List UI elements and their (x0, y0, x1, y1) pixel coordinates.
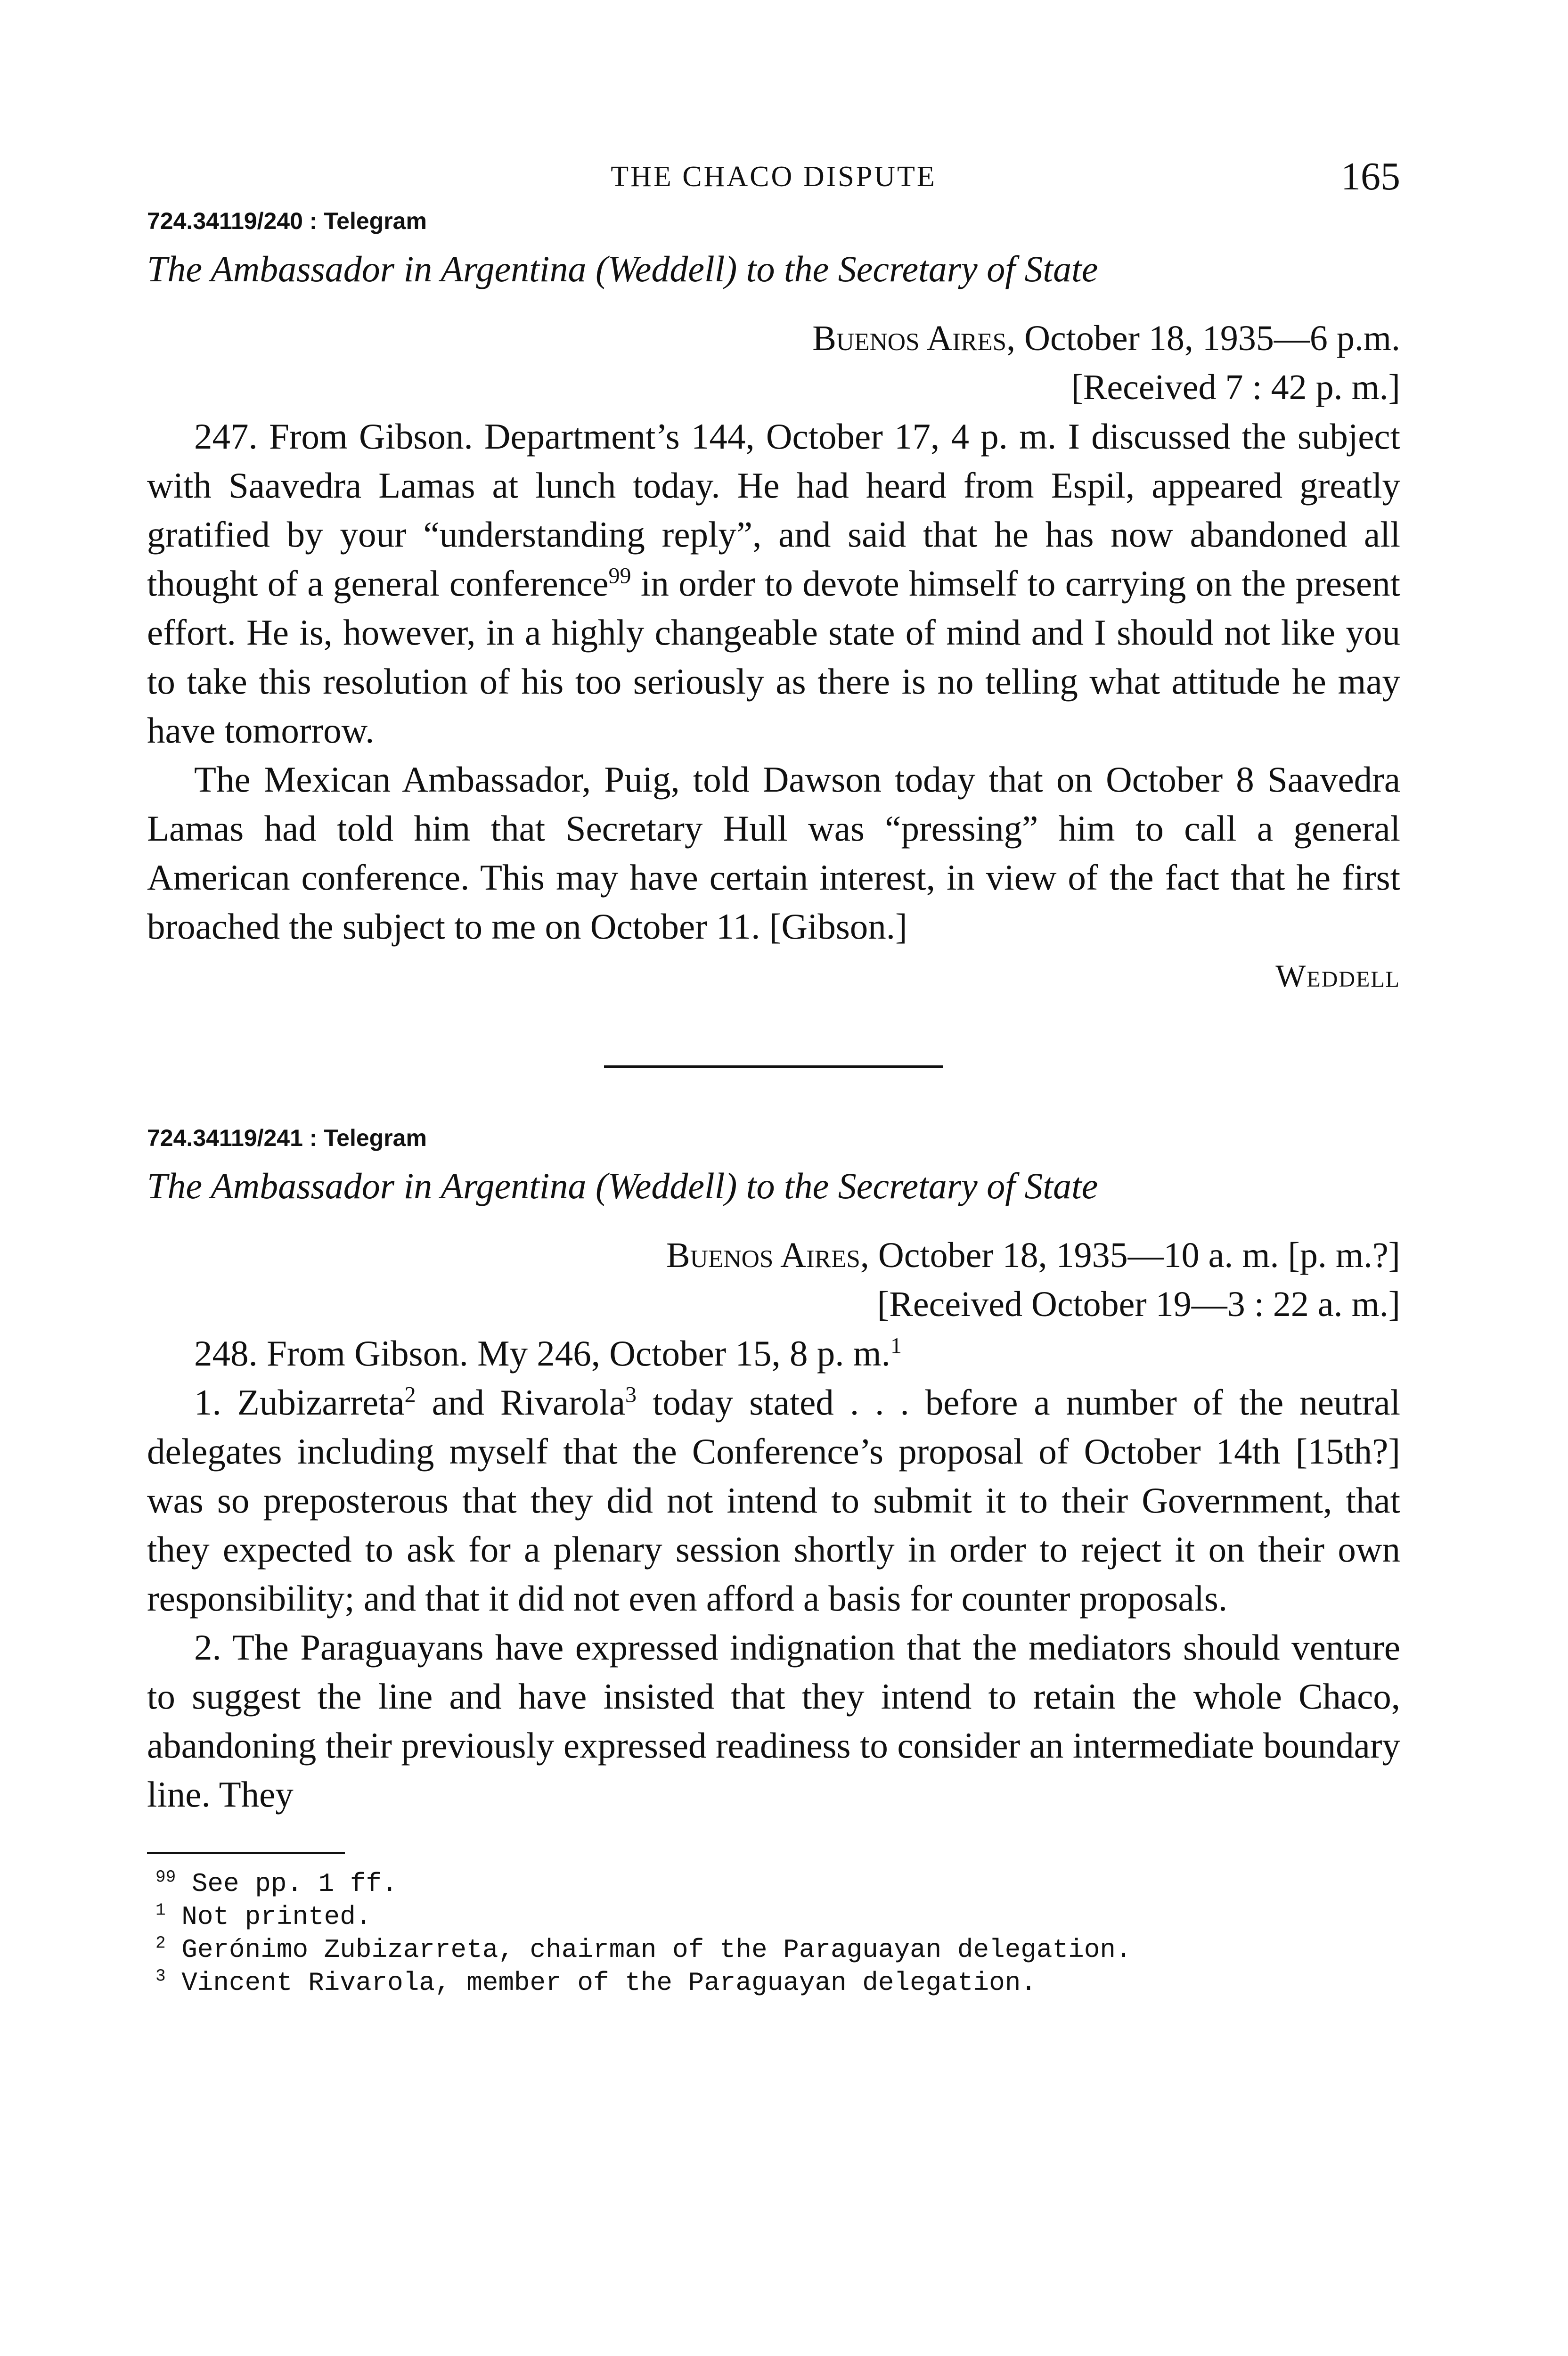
footnote-divider (147, 1852, 345, 1854)
footnote-mark: 3 (155, 1966, 166, 1986)
document-heading: The Ambassador in Argentina (Weddell) to the Secretary of State (147, 248, 1098, 289)
file-number: 724.34119/240 : Telegram (147, 208, 427, 234)
paragraph-text: today stated . . . before a number of the neutral delegates including myself that the Conference’s proposal of October 14th [15th?] was so preposterous that they did not intend to submit it to their Government, that they expected to ask for a plenary session shortly in order to reject it on their own responsibility; and that it did not even afford a basis for counter proposals. (147, 1382, 1400, 1619)
footnote-mark: 99 (155, 1867, 176, 1887)
footnote (155, 1867, 1400, 1900)
footnote (155, 1900, 1400, 1933)
footnote (155, 1933, 1400, 1966)
paragraph (147, 1378, 1400, 1623)
page-number: 165 (1341, 155, 1400, 198)
footnote-mark: 2 (155, 1933, 166, 1953)
footnote-ref: 1 (890, 1333, 902, 1358)
telegram-body (147, 1329, 1400, 1819)
document-page (147, 155, 1400, 1999)
paragraph (147, 1329, 1400, 1378)
paragraph-text: 1. Zubizarreta (194, 1382, 405, 1423)
footnote-mark: 1 (155, 1900, 166, 1920)
section-divider (604, 1065, 943, 1068)
file-number: 724.34119/241 : Telegram (147, 1125, 427, 1151)
received-line: [Received 7 : 42 p. m.] (1071, 368, 1400, 407)
paragraph: 2. The Paraguayans have expressed indignation that the mediators should venture to suggest the line and have insisted that they intend to retain the whole Chaco, abandoning their previously expressed readiness to consider an intermediate boundary line. They (147, 1627, 1400, 1815)
dateline-date: October 18, 1935—6 p.m. (1024, 319, 1400, 358)
footnote-ref: 3 (625, 1382, 637, 1407)
footnote (155, 1966, 1400, 1999)
paragraph-text: 247. From Gibson. Department’s 144, October 17, 4 p. m. I discussed the subject with Saavedra Lamas at lunch today. He had heard from Espil, appeared greatly gratified by your “understanding reply”, and said that he has now abandoned all thought of a general conference (147, 416, 1400, 604)
document-heading: The Ambassador in Argentina (Weddell) to the Secretary of State (147, 1165, 1098, 1206)
dateline (147, 1231, 1400, 1280)
footnotes (147, 1867, 1400, 1999)
paragraph-text: and Rivarola (416, 1382, 626, 1423)
received-line: [Received October 19—3 : 22 a. m.] (877, 1284, 1400, 1324)
dateline-date: October 18, 1935—10 a. m. [p. m.?] (878, 1235, 1400, 1275)
dateline (147, 314, 1400, 363)
dateline-place: Buenos Aires, (666, 1235, 869, 1275)
running-title: THE CHACO DISPUTE (611, 161, 937, 193)
running-header (147, 155, 1400, 207)
footnote-text: Vincent Rivarola, member of the Paraguayan delegation. (181, 1968, 1037, 1998)
footnote-ref: 99 (608, 563, 631, 589)
footnote-text: Not printed. (181, 1902, 372, 1932)
dateline-place: Buenos Aires, (812, 319, 1016, 358)
signature: Weddell (1275, 958, 1400, 994)
footnote-ref: 2 (404, 1382, 416, 1407)
footnote-text: See pp. 1 ff. (191, 1869, 398, 1899)
footnote-text: Gerónimo Zubizarreta, chairman of the Paraguayan delegation. (181, 1935, 1132, 1965)
paragraph (147, 412, 1400, 755)
telegram-body (147, 412, 1400, 951)
paragraph-text: in order to devote himself to carrying on the present effort. He is, however, in a highly changeable state of mind and I should not like you to take this resolution of his too seriously as there is no telling what attitude he may have tomorrow. (147, 563, 1400, 751)
paragraph-text: 248. From Gibson. My 246, October 15, 8 p. m. (194, 1333, 890, 1374)
paragraph: The Mexican Ambassador, Puig, told Dawson today that on October 8 Saavedra Lamas had told him that Secretary Hull was “pressing” him to call a general American conference. This may have certain interest, in view of the fact that he first broached the subject to me on October 11. [Gibson.] (147, 759, 1400, 947)
